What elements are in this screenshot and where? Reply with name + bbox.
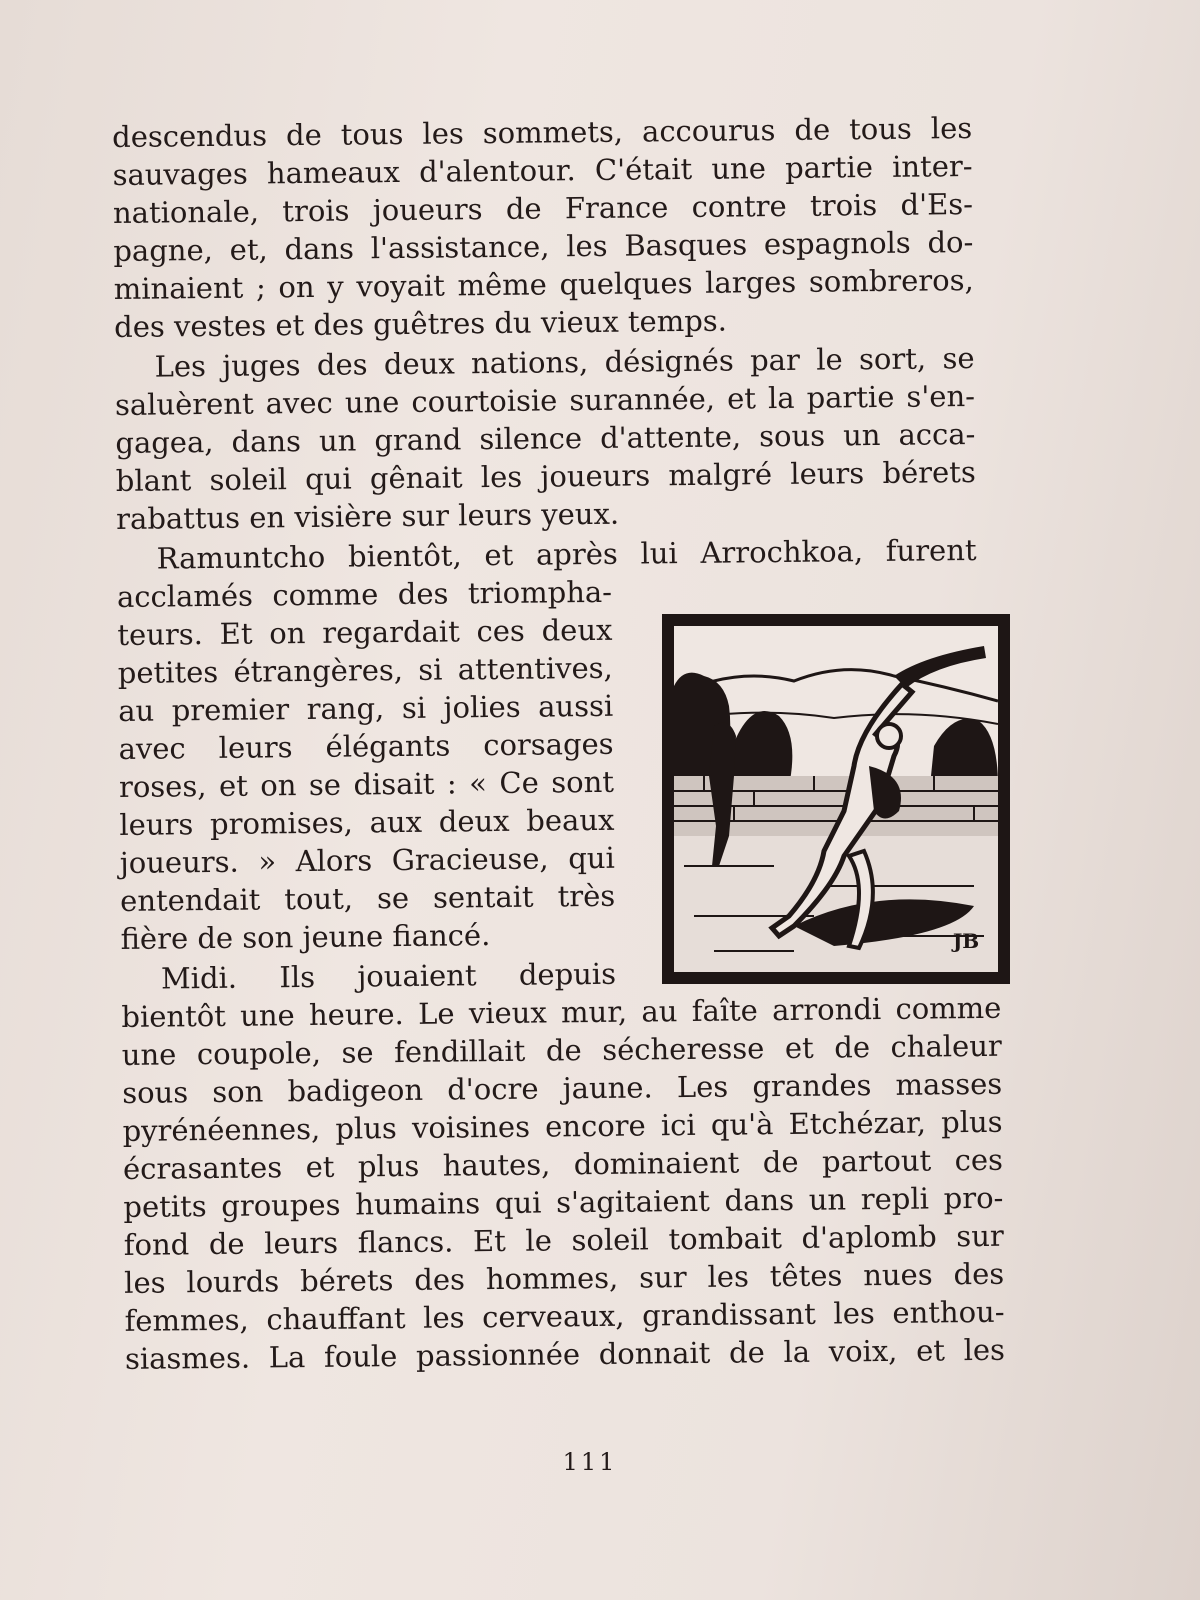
text-line: acclamés comme des triompha-	[116, 574, 613, 614]
woodcut-illustration	[662, 614, 1010, 984]
text-line: roses, et on se disait : « Ce sont	[118, 764, 615, 804]
text-line: des vestes et des guêtres du vieux temps.	[114, 303, 728, 344]
text-line: femmes, chauffant les cerveaux, grandissant les enthou-	[124, 1294, 1005, 1338]
text-line: descendus de tous les sommets, accourus de tous les	[112, 110, 973, 154]
text-line: petites étrangères, si attentives,	[117, 650, 613, 690]
text-line: gagea, dans un grand silence d'attente, sous un acca-	[115, 416, 976, 460]
text-line: avec leurs élégants corsages	[118, 726, 614, 766]
text-line: saluèrent avec une courtoisie surannée, et la partie s'en-	[114, 378, 976, 422]
text-line: fière de son jeune fiancé.	[120, 918, 491, 956]
text-line: au premier rang, si jolies aussi	[118, 688, 614, 728]
text-line: joueurs. » Alors Gracieuse, qui	[119, 840, 615, 880]
text-line: une coupole, se fendillait de sécheresse et de chaleur	[121, 1028, 1002, 1072]
text-line: rabattus en visière sur leurs yeux.	[116, 496, 620, 536]
text-line: leurs promises, aux deux beaux	[119, 802, 615, 842]
paragraph-start: Ramuntcho bientôt, et après lui Arrochkoa, furent	[156, 532, 977, 576]
text-line: blant soleil qui gênait les joueurs malgré leurs bérets	[115, 454, 976, 498]
text-line: teurs. Et on regardait ces deux	[117, 612, 613, 652]
text-line: écrasantes et plus hautes, dominaient de partout ces	[122, 1142, 1004, 1186]
paragraph-start: Midi. Ils jouaient depuis	[160, 956, 617, 996]
text-line: bientôt une heure. Le vieux mur, au faîte arrondi comme	[121, 990, 1002, 1034]
text-line: les lourds bérets des hommes, sur les têtes nues des	[124, 1256, 1005, 1300]
pelota-player-woodcut	[674, 626, 998, 972]
text-line: siasmes. La foule passionnée donnait de la voix, et les	[124, 1332, 1006, 1376]
text-line: minaient ; on y voyait même quelques larges sombreros,	[113, 262, 974, 306]
text-line: petits groupes humains qui s'agitaient dans un repli pro-	[123, 1180, 1004, 1224]
text-line: entendait tout, se sentait très	[120, 878, 616, 918]
text-line: sous son badigeon d'ocre jaune. Les grandes masses	[122, 1066, 1003, 1110]
text-line: fond de leurs flancs. Et le soleil tombait d'aplomb sur	[123, 1218, 1004, 1262]
text-line: nationale, trois joueurs de France contre trois d'Es-	[112, 186, 974, 230]
text-line: sauvages hameaux d'alentour. C'était une partie inter-	[112, 148, 973, 192]
artist-monogram: JB	[952, 929, 980, 953]
paragraph-start: Les juges des deux nations, désignés par le sort, se	[154, 340, 975, 384]
text-line: pagne, et, dans l'assistance, les Basques espagnols do-	[113, 224, 974, 268]
page-number: 111	[562, 1448, 618, 1476]
player-head	[877, 724, 901, 748]
text-line: pyrénéennes, plus voisines encore ici qu'à Etchézar, plus	[122, 1104, 1003, 1148]
